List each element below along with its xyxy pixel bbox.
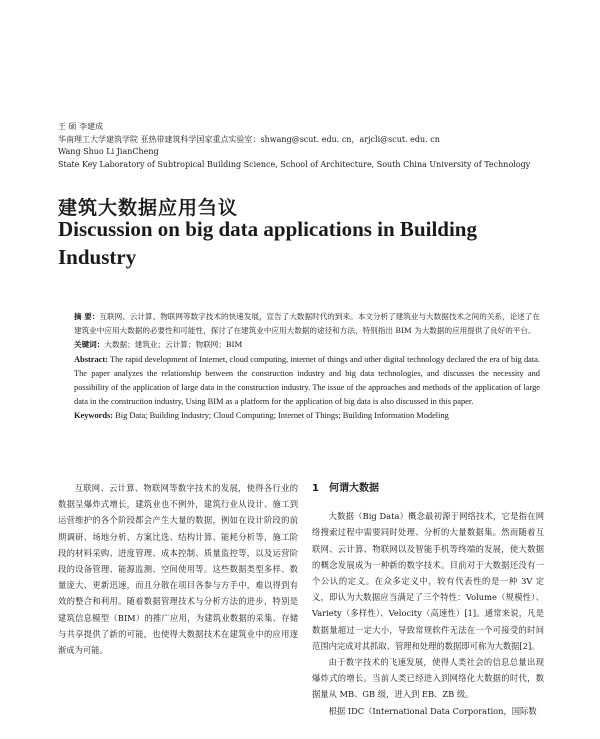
body-paragraph: 大数据（Big Data）概念最初源于网络技术，它是指在网络搜索过程中需要同时处理、分析的大量数据集。然而随着互联网、云计算、物联网以及智能手机等终端的发展，使大数据的概念发展成为一种新的数字技术。目前对于大数据还没有一个公认的定义。在众多定义中，较有代表性的是一种 3V 定义，即认为大数据应当满足了三个特性：Volume（规模性）、Variety（多样性）、Velocity（高速性）[1]。通常来说，凡是数据量超过一定大小，导致常规软件无法在一个可接受的时间范围内完成对其抓取、管理和处理的数据即可称为大数据[2]。 [312,511,544,651]
keywords-en-label: Keywords: [74,411,114,421]
abstract-cn-label: 摘 要： [74,312,100,321]
abstract-block [74,310,540,424]
abstract-en-label: Abstract: [74,354,108,364]
keywords-cn [74,338,540,352]
body-left-column [58,480,298,658]
author-names-cn: 王 硕 李建成 [58,122,104,131]
abstract-cn-text: 互联网、云计算、物联网等数字技术的快速发展，宣告了大数据时代的到来。本文分析了建筑业与大数据技术之间的关系，论述了在建筑业中应用大数据的必要性和可能性，探讨了在建筑业中应用大数据的途径和方法，特别指出 BIM 为大数据的应用提供了良好的平台。 [74,312,540,336]
title-chinese: 建筑大数据应用刍议 [58,197,239,219]
abstract-en-text: The rapid development of Internet, cloud computing, internet of things and other digital technology declared the era of big data. The paper analyzes the relationship between the construction industry and big data technologies, and discusses the necessity and possibility of the application of large data in the construction industry. The issue of the approaches and methods of the application of large data in the construction industry, Using BIM as a platform for the application of big data is also discussed in this paper. [74,354,540,407]
section-number: 1 [312,483,319,494]
title-english: Discussion on big data applications in Building Industry [58,217,477,269]
keywords-cn-text: 大数据；建筑业；云计算；物联网；BIM [104,340,243,350]
author-affiliation-cn: 华南理工大学建筑学院 亚热带建筑科学国家重点实验室：shwang@scut. edu. cn，arjcli@scut. edu. cn [58,134,440,144]
author-block [58,121,530,171]
abstract-en [74,353,540,410]
body-paragraph: 根据 IDC（International Data Corporation，国际数 [328,705,537,716]
section-heading [312,481,544,497]
keywords-en-text: Big Data; Building Industry; Cloud Computing; Internet of Things; Building Information Modeling [115,411,449,421]
abstract-cn [74,310,540,338]
keywords-en [74,409,540,423]
section-title: 何谓大数据 [328,483,379,494]
keywords-cn-label: 关键词： [74,340,105,350]
body-paragraph: 由于数字技术的飞速发展，使得人类社会的信息总量出现爆炸式的增长。当前人类已经进入到网络化大数据的时代，数据量从 MB、GB 级，进入到 EB、ZB 级。 [312,657,544,700]
body-right-column [312,480,544,719]
body-paragraph: 互联网、云计算、物联网等数字技术的发展，使得各行业的数据呈爆炸式增长，建筑业也不例外，建筑行业从设计、施工到运营维护的各个阶段都会产生大量的数据，例如在设计阶段的前期调研、场地分析、方案比选、结构计算、能耗分析等，施工阶段的材料采购、进度管理、成本控制、质量监控等，以及运营阶段的设备管理、能源监测、空间使用等。这些数据类型多样、数量庞大、更新迅速，而且分散在项目各参与方手中，难以得到有效的整合和利用。随着数据管理技术与分析方法的进步，特别是建筑信息模型（BIM）的推广应用，为建筑业数据的采集、存储与共享提供了新的可能，也使得大数据技术在建筑业中的应用逐渐成为可能。 [58,483,298,656]
author-affiliation-en: State Key Laboratory of Subtropical Building Science, School of Architecture, South China University of Technology [58,159,531,169]
author-names-en: Wang Shuo Li JianCheng [58,147,159,156]
